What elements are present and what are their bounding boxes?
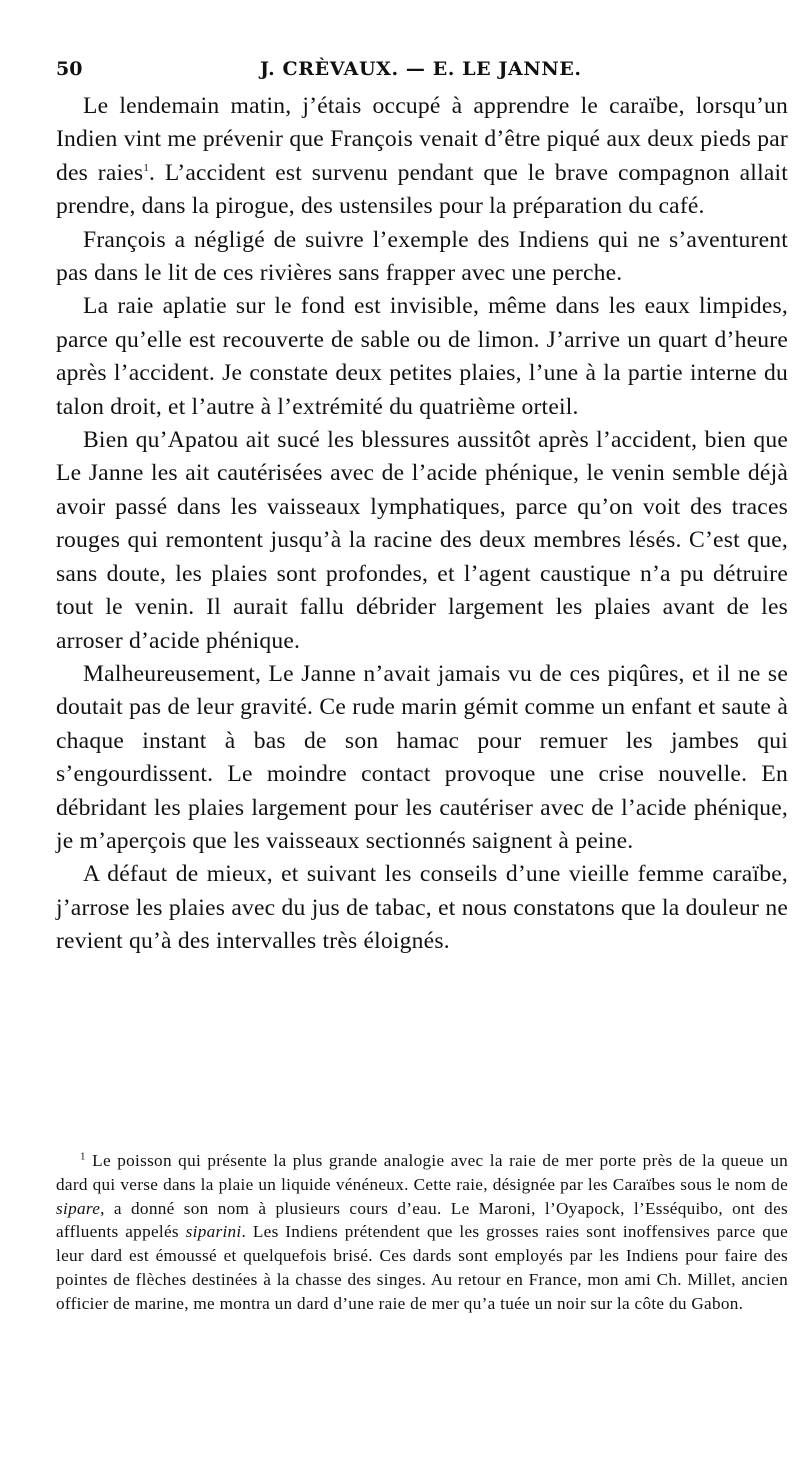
- paragraph-4: Bien qu’Apatou ait sucé les blessures aussitôt après l’accident, bien que Le Janne les ait cautérisées avec de l’acide phénique, le venin semble déjà avoir passé dans les vaisseaux lymphatiques, parce qu’on voit des traces rouges qui remontent jusqu’à la racine des deux membres lésés. C’est que, sans doute, les plaies sont profondes, et l’agent caustique n’a pu détruire tout le venin. Il aurait fallu débrider largement les plaies avant de les arroser d’acide phénique.: [56, 427, 788, 654]
- paragraph-1-text-b: . L’accident est survenu pendant que le brave compagnon allait prendre, dans la pirogue, des ustensiles pour la préparation du café.: [56, 159, 789, 220]
- page-header: [56, 58, 788, 88]
- running-head: J. CRÈVAUX. — E. LE JANNE.: [260, 58, 582, 80]
- footnote-text-a: Le poisson qui présente la plus grande analogie avec la raie de mer porte près de la queue un dard qui verse dans la plaie un liquide vénéneux. Cette raie, désignée par les Caraïbes sous le nom de: [56, 1151, 788, 1194]
- body-text: [56, 90, 788, 959]
- footnote-term-siparini: siparini: [185, 1222, 242, 1242]
- footnote-text-b: , a donné son nom à plusieurs cours d’eau. Le Maroni, l’Oyapock, l’Esséquibo, ont des affluents appelés: [56, 1198, 788, 1242]
- footnote-term-sipare: sipare: [56, 1198, 101, 1218]
- footnotes: [56, 1149, 788, 1316]
- footnote-text-c: . Les Indiens prétendent que les grosses raies sont inoffensives parce que leur dard est émoussé et quelquefois brisé. Ces dards sont employés par les Indiens pour faire des pointes de flèches destinées à la chasse des singes. Au retour en France, mon ami Ch. Millet, ancien officier de marine, me montra un dard d’une raie de mer qu’a tuée un noir sur la côte du Gabon.: [56, 1222, 788, 1313]
- footnote-1: [56, 1149, 788, 1316]
- footnote-reference: 1: [143, 161, 150, 174]
- paragraph-2: François a négligé de suivre l’exemple des Indiens qui ne s’aventurent pas dans le lit de ces rivières sans frapper avec une perche.: [56, 226, 788, 287]
- paragraph-1: [56, 90, 788, 224]
- page-number: 50: [56, 58, 83, 80]
- paragraph-5: Malheureusement, Le Janne n’avait jamais vu de ces piqûres, et il ne se doutait pas de leur gravité. Ce rude marin gémit comme un enfant et saute à chaque instant à bas de son hamac pour remuer les jambes qui s’engourdissent. Le moindre contact provoque une crise nouvelle. En débridant les plaies largement pour les cautériser avec de l’acide phénique, je m’aperçois que les vaisseaux sectionnés saignent à peine.: [56, 660, 788, 854]
- footnote-mark: 1: [80, 1150, 86, 1163]
- paragraph-6: A défaut de mieux, et suivant les conseils d’une vieille femme caraïbe, j’arrose les plaies avec du jus de tabac, et nous constatons que la douleur ne revient qu’à des intervalles très éloignés.: [56, 861, 788, 955]
- paragraph-1-text-a: Le lendemain matin, j’étais occupé à apprendre le caraïbe, lorsqu’un Indien vint me prévenir que François venait d’être piqué aux deux pieds par des raies: [56, 93, 788, 186]
- paragraph-3: La raie aplatie sur le fond est invisible, même dans les eaux limpides, parce qu’elle est recouverte de sable ou de limon. J’arrive un quart d’heure après l’accident. Je constate deux petites plaies, l’une à la partie interne du talon droit, et l’autre à l’extrémité du quatrième orteil.: [56, 293, 788, 420]
